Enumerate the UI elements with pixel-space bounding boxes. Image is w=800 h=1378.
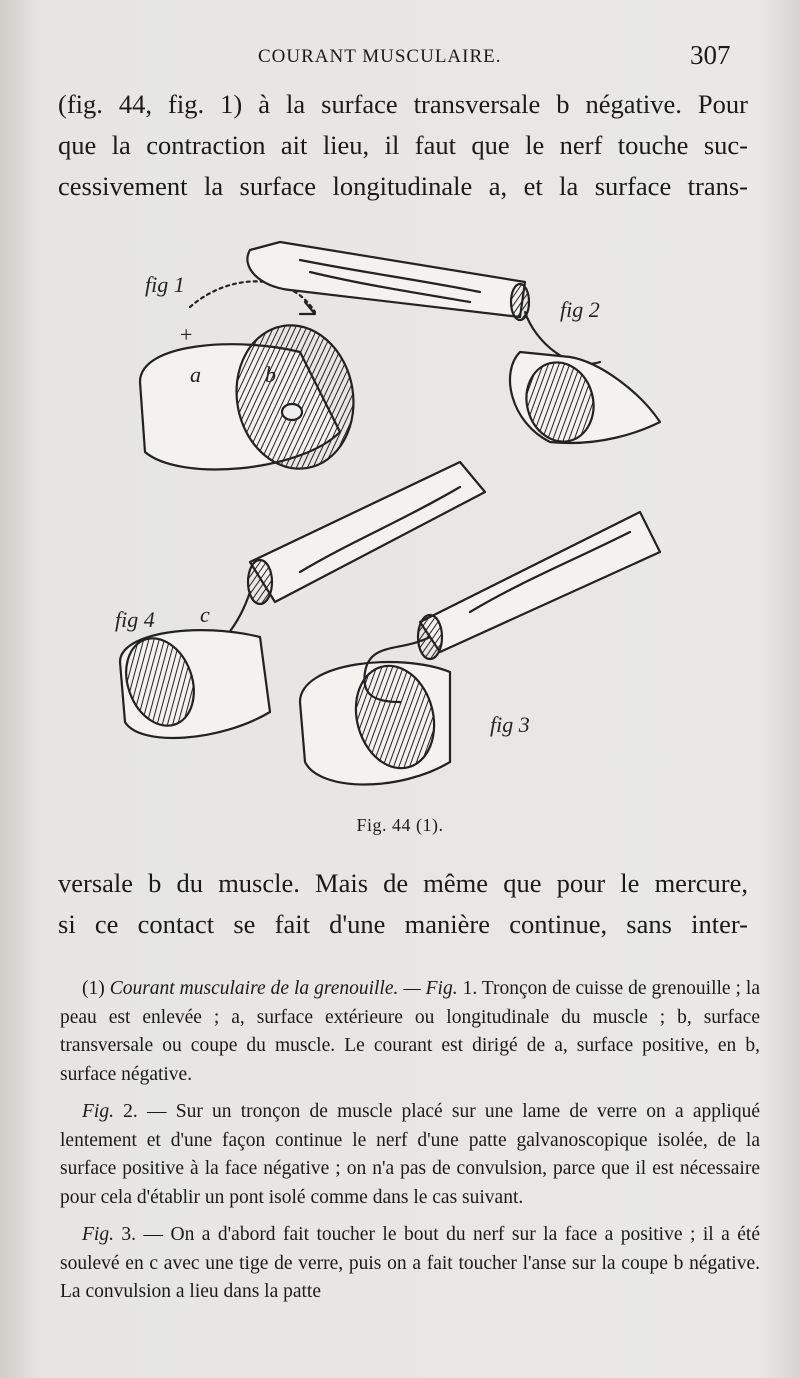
text-line: cessivement la surface longitudinale a, et la surface trans- [58,171,748,201]
page-number: 307 [690,40,731,70]
body-text-top [58,84,748,207]
footnote-text: 1. Tronçon de cuisse de grenouille ; la peau est enlevée ; a, surface extérieure ou longitudinale du muscle ; b, surface transversale ou coupe du muscle. Le courant est dirigé de a, surface positive, en b, surface négative. [60,978,760,1085]
label-a: a [190,362,201,387]
footnote-italic: Fig. [82,1224,114,1245]
figure-caption: Fig. 44 (1). [356,815,444,835]
footnote-text: 2. — Sur un tronçon de muscle placé sur une lame de verre on a appliqué lentement et d'une façon continue le nerf d'une patte galvanoscopique isolée, de la surface positive à la face négative ; on n'a pas de convulsion, parce que il est nécessaire pour cela d'établir un pont isolé comme dans le cas suivant. [60,1101,760,1208]
text-line: que la contraction ait lieu, il faut que le nerf touche suc- [58,130,748,160]
running-title: COURANT MUSCULAIRE. [258,46,502,67]
fig4-label: fig 4 [115,607,155,632]
footnote-italic: Fig. [82,1101,114,1122]
footnote [60,1098,760,1212]
label-c: c [200,602,210,627]
footnote-italic: Courant musculaire de la grenouille. — Fig. [109,978,458,999]
fig1-label: fig 1 [145,272,185,297]
footnote [60,1221,760,1307]
text-line: (fig. 44, fig. 1) à la surface transversale b négative. Pour [58,89,748,119]
footnotes [60,975,760,1316]
running-head [0,40,800,80]
footnote [60,975,760,1089]
label-b: b [265,362,276,387]
fig1-muscle-stump [140,281,365,478]
footnote-lead: (1) [82,978,110,999]
footnote-text: 3. — On a d'abord fait toucher le bout du nerf sur la face a positive ; il a été soulevé en c avec une tige de verre, puis on a fait toucher l'anse sur la coupe b négative. La convulsion a lieu dans la patte [60,1224,760,1302]
text-line: si ce contact se fait d'une manière continue, sans inter- [58,909,748,939]
fig2-label: fig 2 [560,297,600,322]
figure-44-illustration [100,232,700,812]
body-text-bottom [58,863,748,945]
text-line: versale b du muscle. Mais de même que pour le mercure, [58,868,748,898]
fig3-label: fig 3 [490,712,530,737]
plus-label: + [180,322,193,347]
